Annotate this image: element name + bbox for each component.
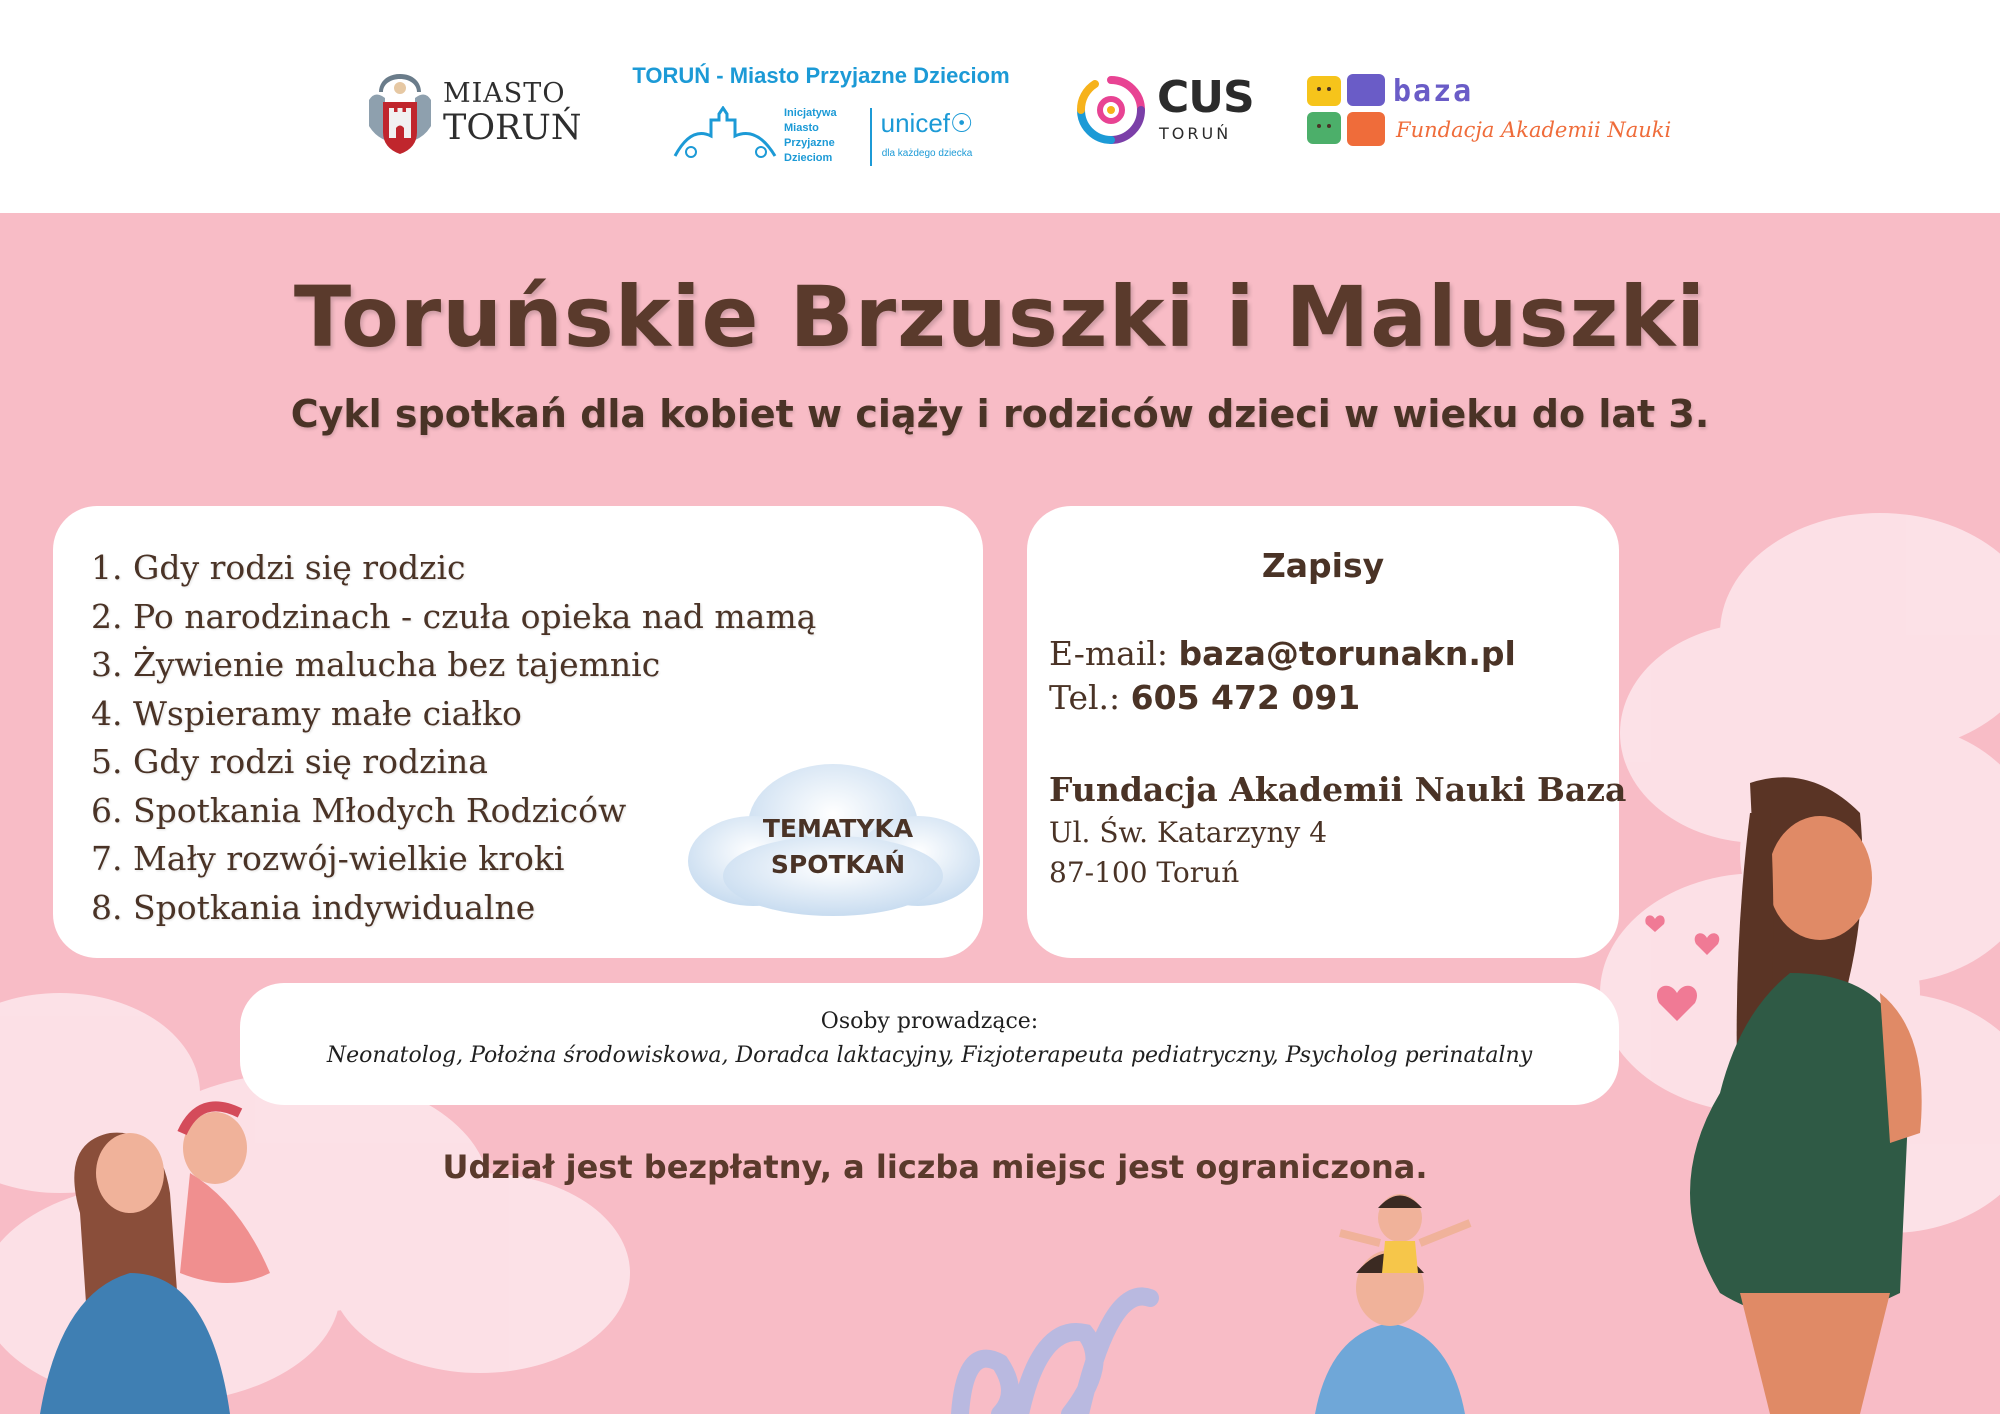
- initiative-line: Inicjatywa: [784, 107, 837, 119]
- topic-item: 1. Gdy rodzi się rodzic: [91, 548, 466, 587]
- topic-item: 5. Gdy rodzi się rodzina: [91, 742, 488, 781]
- page-subtitle: Cykl spotkań dla kobiet w ciąży i rodziców dzieci w wieku do lat 3.: [290, 392, 1710, 436]
- cloud-badge-text: [708, 811, 968, 883]
- topic-item: 7. Mały rozwój-wielkie kroki: [91, 839, 565, 878]
- unicef-banner-title: TORUŃ - Miasto Przyjazne Dzieciom: [632, 63, 1010, 88]
- cus-label: CUS: [1157, 72, 1254, 123]
- email-line: [1049, 634, 1516, 673]
- initiative-line: Przyjazne: [784, 137, 835, 149]
- initiative-line: Dzieciom: [784, 152, 833, 164]
- initiative-line: Miasto: [784, 122, 819, 134]
- baza-subtitle: Fundacja Akademii Nauki: [1396, 118, 1672, 142]
- topic-item: 4. Wspieramy małe ciałko: [91, 693, 522, 733]
- city-address: 87-100 Toruń: [1049, 856, 1240, 889]
- miasto-torun-logo: [365, 70, 595, 160]
- phone-label: Tel.:: [1049, 678, 1121, 717]
- phone-number[interactable]: 605 472 091: [1130, 678, 1361, 717]
- miasto-label: MIASTO: [443, 78, 566, 109]
- unicef-child-friendly-city-logo: [606, 58, 1036, 173]
- participation-note: Udział jest bezpłatny, a liczba miejsc jest ograniczona.: [442, 1148, 1428, 1186]
- puzzle-pieces-icon: [1303, 72, 1391, 152]
- topic-item: 6. Spotkania Młodych Rodziców: [91, 790, 627, 830]
- leaders-label: Osoby prowadzące:: [820, 1009, 1039, 1034]
- leaders-card: [240, 983, 1619, 1105]
- unicef-tagline: dla każdego dziecka: [881, 148, 973, 159]
- unicef-globe-icon: ☉: [950, 108, 974, 138]
- torun-coat-of-arms-icon: [365, 70, 435, 156]
- topic-item: 2. Po narodzinach - czuła opieka nad mamą: [91, 596, 817, 636]
- leaders-list: Neonatolog, Położna środowiskowa, Doradca laktacyjny, Fizjoterapeuta pediatryczny, Psycholog perinatalny: [326, 1043, 1533, 1068]
- page-title: Toruńskie Brzuszki i Maluszki: [293, 268, 1707, 366]
- topic-item: 8. Spotkania indywidualne: [91, 887, 536, 927]
- email-link[interactable]: baza@torunakn.pl: [1178, 634, 1516, 673]
- cloud-badge-line: TEMATYKA: [762, 814, 914, 843]
- baza-foundation-logo: [1303, 72, 1672, 152]
- cus-swirl-icon: [1075, 74, 1147, 146]
- topics-card: [53, 506, 983, 958]
- email-label: E-mail:: [1049, 634, 1169, 673]
- cloud-badge-line: SPOTKAŃ: [770, 850, 906, 879]
- unicef-label: unicef: [880, 108, 951, 138]
- father-with-child-illustration: [1315, 1194, 1470, 1414]
- signup-title: Zapisy: [1261, 546, 1385, 585]
- unicef-wordmark: [872, 108, 982, 139]
- org-name: Fundacja Akademii Nauki Baza: [1049, 770, 1627, 809]
- cus-torun-label: TORUŃ: [1159, 124, 1232, 143]
- logo-header: [0, 0, 2000, 213]
- city-skyline-icon: [671, 106, 781, 166]
- cus-torun-logo: [1075, 72, 1254, 152]
- topic-item: 3. Żywienie malucha bez tajemnic: [91, 645, 661, 684]
- torun-label: TORUŃ: [443, 108, 582, 148]
- baza-name: baza: [1393, 74, 1474, 109]
- blue-swirl-icon: [960, 1296, 1150, 1414]
- initiative-text: [784, 106, 837, 166]
- phone-line: [1049, 678, 1360, 717]
- street-address: Ul. Św. Katarzyny 4: [1049, 816, 1328, 849]
- signup-card: [1027, 506, 1627, 958]
